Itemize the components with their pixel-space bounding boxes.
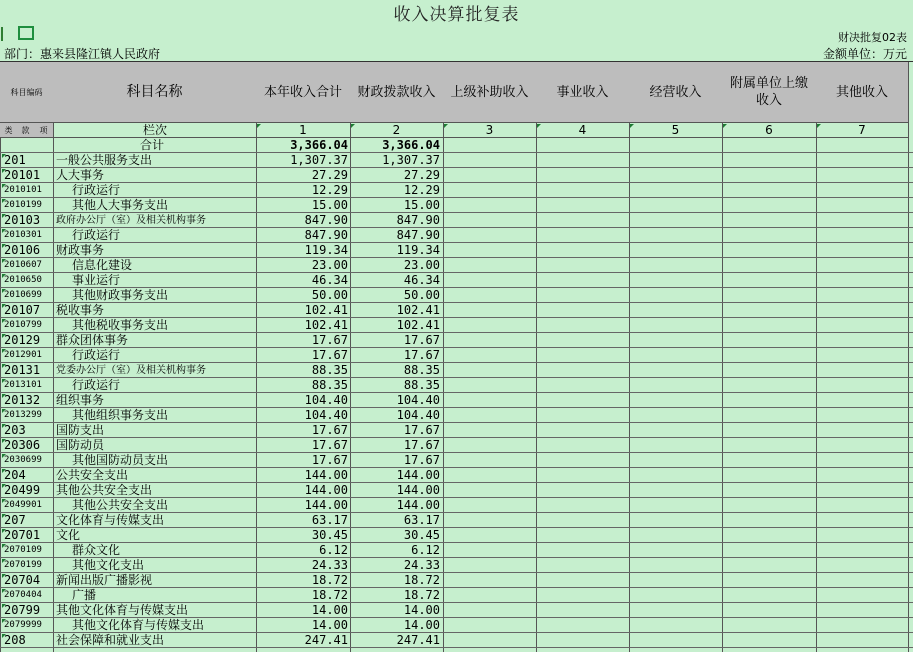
subject-name: 其他文化支出 bbox=[72, 558, 145, 572]
table-row[interactable] bbox=[0, 543, 913, 558]
subject-name: 行政运行 bbox=[72, 183, 121, 197]
subject-code: 20799 bbox=[4, 603, 41, 617]
fiscal-appropriation-cell: 46.34 bbox=[403, 273, 440, 287]
subject-name: 行政运行 bbox=[72, 228, 121, 242]
total-income-cell: 15.00 bbox=[311, 198, 348, 212]
total-income-cell: 30.45 bbox=[311, 528, 348, 542]
table-row[interactable] bbox=[0, 228, 913, 243]
table-row[interactable] bbox=[0, 153, 913, 168]
cell-flag-icon bbox=[444, 124, 448, 128]
subheader-kuan: 款 bbox=[17, 123, 35, 138]
header-total-income[interactable]: 本年收入合计 bbox=[256, 62, 351, 123]
subject-code: 2010101 bbox=[4, 185, 42, 195]
subject-code: 201 bbox=[4, 153, 26, 167]
subject-code: 20131 bbox=[4, 363, 41, 377]
table-row[interactable] bbox=[0, 633, 913, 648]
subject-code: 20306 bbox=[4, 438, 41, 452]
table-row[interactable] bbox=[0, 408, 913, 423]
row-resize-handle[interactable] bbox=[1, 27, 3, 41]
cell-flag-icon bbox=[723, 124, 727, 128]
subject-code: 2013101 bbox=[4, 380, 42, 390]
table-row[interactable] bbox=[0, 603, 913, 618]
subject-name: 其他文化体育与传媒支出 bbox=[56, 603, 189, 617]
subject-code: 204 bbox=[4, 468, 26, 482]
total-income-cell: 18.72 bbox=[311, 573, 348, 587]
department-label: 部门：惠来县隆江镇人民政府 bbox=[4, 47, 161, 61]
subject-name: 其他公共安全支出 bbox=[72, 498, 169, 512]
table-row[interactable] bbox=[0, 258, 913, 273]
form-number: 财决批复02表 bbox=[838, 31, 907, 44]
subject-name: 群众团体事务 bbox=[56, 333, 129, 347]
total-income-cell: 247.41 bbox=[304, 633, 348, 647]
subject-name: 行政运行 bbox=[72, 378, 121, 392]
subject-code: 203 bbox=[4, 423, 26, 437]
total-income-cell: 14.00 bbox=[311, 603, 348, 617]
fiscal-appropriation-cell: 88.35 bbox=[403, 363, 440, 377]
subject-code: 2079999 bbox=[4, 620, 42, 630]
total-income-cell: 847.90 bbox=[304, 228, 348, 242]
sheet-title: 收入决算批复表 bbox=[393, 5, 520, 25]
fiscal-appropriation-cell: 102.41 bbox=[396, 318, 440, 332]
subject-name: 一般公共服务支出 bbox=[56, 153, 153, 167]
subject-code: 208 bbox=[4, 633, 26, 647]
header-superior-subsidy[interactable]: 上级补助收入 bbox=[443, 62, 537, 123]
subject-code: 2010301 bbox=[4, 230, 42, 240]
subject-code: 2049901 bbox=[4, 500, 42, 510]
fiscal-appropriation-cell: 24.33 bbox=[403, 558, 440, 572]
cell-selection-box[interactable] bbox=[18, 26, 34, 40]
fiscal-appropriation-cell: 23.00 bbox=[403, 258, 440, 272]
table-row[interactable] bbox=[0, 348, 913, 363]
column-number: 4 bbox=[536, 123, 629, 138]
total-income-cell: 50.00 bbox=[311, 288, 348, 302]
amount-unit-label: 金额单位：万元 bbox=[822, 47, 907, 61]
subject-name: 组织事务 bbox=[56, 393, 105, 407]
total-income-cell: 847.90 bbox=[304, 213, 348, 227]
total-income-cell: 17.67 bbox=[311, 423, 348, 437]
table-row[interactable] bbox=[0, 618, 913, 633]
subject-name: 人大事务 bbox=[56, 168, 105, 182]
header-other-income[interactable]: 其他收入 bbox=[816, 62, 909, 123]
fiscal-appropriation-cell: 847.90 bbox=[396, 228, 440, 242]
subject-code: 2010199 bbox=[4, 200, 42, 210]
fiscal-appropriation-cell: 14.00 bbox=[403, 618, 440, 632]
table-row[interactable] bbox=[0, 273, 913, 288]
cell-flag-icon bbox=[351, 124, 355, 128]
total-income-cell: 104.40 bbox=[304, 393, 348, 407]
subject-name: 社会保障和就业支出 bbox=[56, 633, 165, 647]
table-row[interactable] bbox=[0, 573, 913, 588]
fiscal-appropriation-cell: 144.00 bbox=[396, 483, 440, 497]
subject-code: 2010699 bbox=[4, 290, 42, 300]
fiscal-appropriation-cell: 27.29 bbox=[403, 168, 440, 182]
fiscal-appropriation-cell: 15.00 bbox=[403, 198, 440, 212]
subject-code: 2030699 bbox=[4, 455, 42, 465]
subject-code: 2070404 bbox=[4, 590, 42, 600]
column-number: 7 bbox=[816, 123, 908, 138]
total-income-cell: 144.00 bbox=[304, 468, 348, 482]
column-number: 6 bbox=[722, 123, 816, 138]
table-row[interactable] bbox=[0, 423, 913, 438]
total-income-cell: 6.12 bbox=[319, 543, 348, 557]
table-row[interactable] bbox=[0, 363, 913, 378]
total-income-cell: 17.67 bbox=[311, 438, 348, 452]
subject-name: 税收事务 bbox=[56, 303, 105, 317]
total-income-cell: 144.00 bbox=[304, 483, 348, 497]
subject-code: 20106 bbox=[4, 243, 41, 257]
subject-code: 2013299 bbox=[4, 410, 42, 420]
total-fiscal-value: 3,366.04 bbox=[382, 138, 440, 152]
fiscal-appropriation-cell: 17.67 bbox=[403, 333, 440, 347]
fiscal-appropriation-cell: 18.72 bbox=[403, 588, 440, 602]
total-income-cell: 17.67 bbox=[311, 348, 348, 362]
fiscal-appropriation-cell: 18.72 bbox=[403, 573, 440, 587]
fiscal-appropriation-cell: 17.67 bbox=[403, 348, 440, 362]
header-affiliate-income[interactable]: 附属单位上缴收入 bbox=[722, 62, 817, 123]
subject-name: 其他文化体育与传媒支出 bbox=[72, 618, 205, 632]
total-income-cell: 17.67 bbox=[311, 333, 348, 347]
subject-name: 党委办公厅（室）及相关机构事务 bbox=[56, 365, 206, 376]
subject-name: 文化体育与传媒支出 bbox=[56, 513, 165, 527]
subject-name: 文化 bbox=[56, 528, 81, 542]
total-income-cell: 24.33 bbox=[311, 558, 348, 572]
total-income-cell: 144.00 bbox=[304, 498, 348, 512]
fiscal-appropriation-cell: 847.90 bbox=[396, 213, 440, 227]
subject-code: 2010607 bbox=[4, 260, 42, 270]
subject-name: 国防动员 bbox=[56, 438, 105, 452]
table-row[interactable] bbox=[0, 213, 913, 228]
fiscal-appropriation-cell: 144.00 bbox=[396, 498, 440, 512]
total-income-cell: 88.35 bbox=[311, 363, 348, 377]
header-fiscal-appropriation[interactable]: 财政拨款收入 bbox=[350, 62, 444, 123]
column-number: 3 bbox=[443, 123, 536, 138]
fiscal-appropriation-cell: 144.00 bbox=[396, 468, 440, 482]
subject-name: 其他财政事务支出 bbox=[72, 288, 169, 302]
subject-name: 其他人大事务支出 bbox=[72, 198, 169, 212]
subject-code: 2070109 bbox=[4, 545, 42, 555]
total-income-cell: 46.34 bbox=[311, 273, 348, 287]
table-row[interactable] bbox=[0, 318, 913, 333]
subject-code: 2010799 bbox=[4, 320, 42, 330]
header-operating-income[interactable]: 经营收入 bbox=[629, 62, 723, 123]
subheader-xiang: 项 bbox=[34, 123, 54, 138]
subject-name: 公共安全支出 bbox=[56, 468, 129, 482]
column-number: 2 bbox=[350, 123, 443, 138]
subject-name: 行政运行 bbox=[72, 348, 121, 362]
cell-flag-icon bbox=[630, 124, 634, 128]
fiscal-appropriation-cell: 17.67 bbox=[403, 423, 440, 437]
subject-code: 20499 bbox=[4, 483, 41, 497]
table-row[interactable] bbox=[0, 183, 913, 198]
total-income-cell: 18.72 bbox=[311, 588, 348, 602]
subject-name: 其他公共安全支出 bbox=[56, 483, 153, 497]
cell-flag-icon bbox=[817, 124, 821, 128]
table-row[interactable] bbox=[0, 528, 913, 543]
subject-code: 20704 bbox=[4, 573, 41, 587]
fiscal-appropriation-cell: 14.00 bbox=[403, 603, 440, 617]
subject-name: 国防支出 bbox=[56, 423, 105, 437]
subject-code: 2010650 bbox=[4, 275, 42, 285]
column-number: 1 bbox=[256, 123, 350, 138]
table-row[interactable] bbox=[0, 513, 913, 528]
fiscal-appropriation-cell: 88.35 bbox=[403, 378, 440, 392]
subject-name: 其他组织事务支出 bbox=[72, 408, 169, 422]
subject-code: 2012901 bbox=[4, 350, 42, 360]
fiscal-appropriation-cell: 119.34 bbox=[396, 243, 440, 257]
total-income-cell: 12.29 bbox=[311, 183, 348, 197]
total-income-cell: 63.17 bbox=[311, 513, 348, 527]
total-income-cell: 23.00 bbox=[311, 258, 348, 272]
subject-name: 其他税收事务支出 bbox=[72, 318, 169, 332]
fiscal-appropriation-cell: 6.12 bbox=[411, 543, 440, 557]
fiscal-appropriation-cell: 1,307.37 bbox=[382, 153, 440, 167]
table-row[interactable] bbox=[0, 333, 913, 348]
table-row[interactable] bbox=[0, 498, 913, 513]
fiscal-appropriation-cell: 102.41 bbox=[396, 303, 440, 317]
fiscal-appropriation-cell: 12.29 bbox=[403, 183, 440, 197]
subject-name: 事业运行 bbox=[72, 273, 121, 287]
fiscal-appropriation-cell: 63.17 bbox=[403, 513, 440, 527]
total-income-cell: 27.29 bbox=[311, 168, 348, 182]
subject-code: 20107 bbox=[4, 303, 41, 317]
total-income-cell: 17.67 bbox=[311, 453, 348, 467]
total-income-cell: 119.34 bbox=[304, 243, 348, 257]
fiscal-appropriation-cell: 247.41 bbox=[396, 633, 440, 647]
subject-code: 2070199 bbox=[4, 560, 42, 570]
spreadsheet-grid[interactable] bbox=[0, 61, 913, 652]
subject-name: 政府办公厅（室）及相关机构事务 bbox=[56, 215, 206, 226]
table-row[interactable] bbox=[0, 393, 913, 408]
fiscal-appropriation-cell: 17.67 bbox=[403, 438, 440, 452]
fiscal-appropriation-cell: 104.40 bbox=[396, 393, 440, 407]
table-row[interactable] bbox=[0, 483, 913, 498]
fiscal-appropriation-cell: 50.00 bbox=[403, 288, 440, 302]
total-income-cell: 104.40 bbox=[304, 408, 348, 422]
fiscal-appropriation-cell: 30.45 bbox=[403, 528, 440, 542]
fiscal-appropriation-cell: 17.67 bbox=[403, 453, 440, 467]
total-income-cell: 102.41 bbox=[304, 318, 348, 332]
subject-name: 新闻出版广播影视 bbox=[56, 573, 153, 587]
subheader-lei: 类 bbox=[0, 123, 18, 138]
table-row[interactable] bbox=[0, 453, 913, 468]
total-label: 合计 bbox=[140, 138, 165, 152]
table-row[interactable] bbox=[0, 198, 913, 213]
table-row[interactable] bbox=[0, 303, 913, 318]
table-row[interactable] bbox=[0, 168, 913, 183]
subject-code: 20103 bbox=[4, 213, 41, 227]
table-row[interactable] bbox=[0, 243, 913, 258]
subject-name: 群众文化 bbox=[72, 543, 121, 557]
table-row[interactable] bbox=[0, 438, 913, 453]
total-income-value: 3,366.04 bbox=[290, 138, 348, 152]
table-row[interactable] bbox=[0, 288, 913, 303]
subject-name: 其他国防动员支出 bbox=[72, 453, 169, 467]
total-income-cell: 88.35 bbox=[311, 378, 348, 392]
subject-code: 20701 bbox=[4, 528, 41, 542]
total-income-cell: 14.00 bbox=[311, 618, 348, 632]
header-code-group[interactable]: 科目编码 bbox=[0, 62, 54, 123]
header-business-income[interactable]: 事业收入 bbox=[536, 62, 630, 123]
subject-name: 信息化建设 bbox=[72, 258, 133, 272]
subject-code: 20129 bbox=[4, 333, 41, 347]
subject-name: 财政事务 bbox=[56, 243, 105, 257]
column-index-label: 栏次 bbox=[53, 123, 257, 138]
fiscal-appropriation-cell: 104.40 bbox=[396, 408, 440, 422]
table-row[interactable] bbox=[0, 558, 913, 573]
cell-flag-icon bbox=[537, 124, 541, 128]
table-row[interactable] bbox=[0, 378, 913, 393]
table-row[interactable] bbox=[0, 588, 913, 603]
total-income-cell: 1,307.37 bbox=[290, 153, 348, 167]
subject-name: 广播 bbox=[72, 588, 97, 602]
table-row[interactable] bbox=[0, 468, 913, 483]
cell-flag-icon bbox=[257, 124, 261, 128]
total-income-cell: 102.41 bbox=[304, 303, 348, 317]
total-row[interactable] bbox=[0, 138, 913, 153]
subject-code: 20101 bbox=[4, 168, 41, 182]
subject-code: 207 bbox=[4, 513, 26, 527]
subject-code: 20132 bbox=[4, 393, 41, 407]
column-number: 5 bbox=[629, 123, 722, 138]
header-subject-name[interactable]: 科目名称 bbox=[53, 62, 257, 123]
